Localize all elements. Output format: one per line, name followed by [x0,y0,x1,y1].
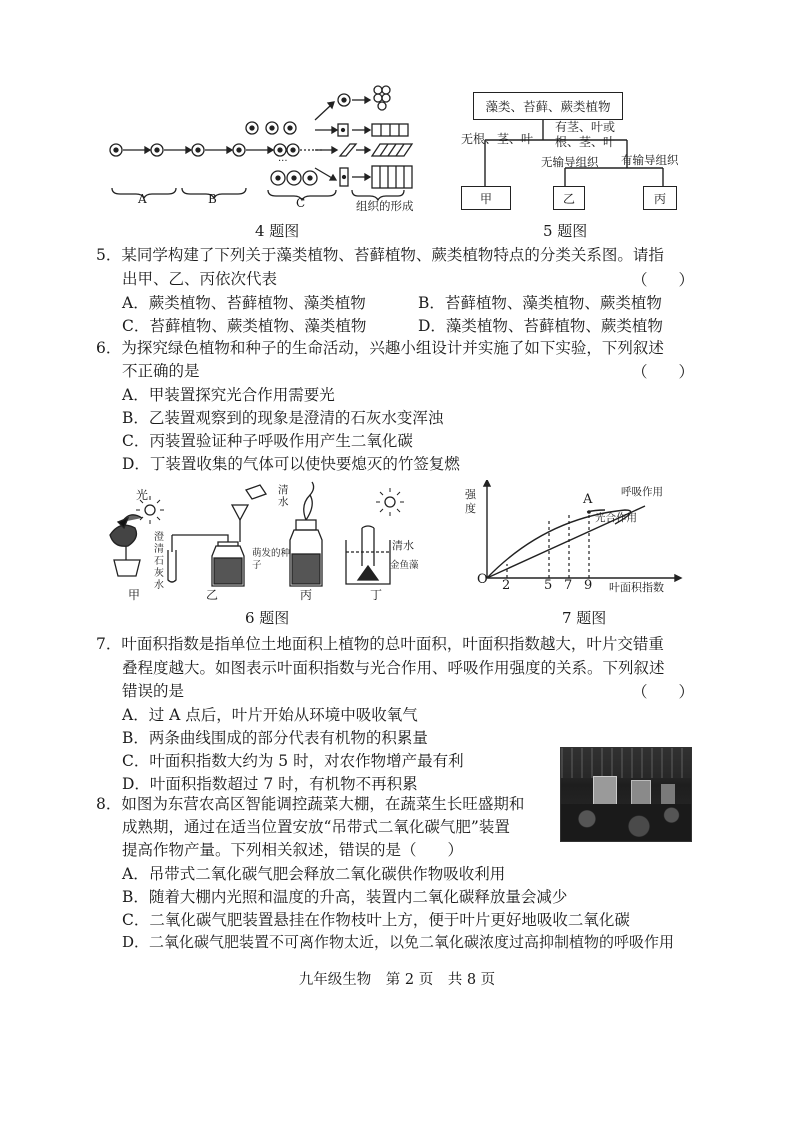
point-a [587,510,591,514]
q7-option-d: D．叶面积指数超过 7 时，有机物不再积累 [122,775,418,793]
q6-answer-paren: （ ） [632,363,695,381]
q8-option-c: C．二氧化碳气肥装置悬挂在作物枝叶上方，便于叶片更好地吸收二氧化碳 [122,911,630,929]
y-axis-label: 强度 [465,488,476,515]
svg-text:···: ··· [278,156,288,167]
point-a-label: A [583,492,593,507]
origin-label: O [477,572,488,587]
figure-7-caption: 7 题图 [562,609,607,627]
figure-6 [100,480,430,605]
left-branch-label: 无根、茎、叶 [461,132,534,146]
q5-option-b: B．苔藓植物、藻类植物、蕨类植物 [418,294,662,312]
q7-option-b: B．两条曲线围成的部分代表有机物的积累量 [122,729,428,747]
q8-stem-2: 成熟期，通过在适当位置安放“吊带式二氧化碳气肥”装置 [122,818,510,836]
q8-stem-1: 8．如图为东营农高区智能调控蔬菜大棚，在蔬菜生长旺盛期和 [96,795,525,813]
apparatus-bing: 丙 [300,588,313,602]
q5-stem-1: 5．某同学构建了下列关于藻类植物、苔藓植物、蕨类植物特点的分类关系图。请指 [96,246,664,264]
q7-option-a: A．过 A 点后，叶片开始从环境中吸收氧气 [122,706,418,724]
has-vascular-label: 有输导组织 [621,153,679,167]
q6-option-c: C．丙装置验证种子呼吸作用产生二氧化碳 [122,432,413,450]
q6-stem-1: 6．为探究绿色植物和种子的生命活动，兴趣小组设计并实施了如下实验，下列叙述 [96,339,664,357]
plant-label: 金鱼藻 [390,560,419,571]
q8-option-d: D．二氧化碳气肥装置不可离作物太近，以免二氧化碳浓度过高抑制植物的呼吸作用 [122,933,675,951]
q7-option-c: C．叶面积指数大约为 5 时，对农作物增产最有利 [122,752,464,770]
seeds-label: 萌发的种子 [252,548,291,571]
box-jia: 甲 [461,186,511,210]
photosynthesis-label: 光合作用 [595,512,637,524]
q8-stem-3: 提高作物产量。下列相关叙述，错误的是（ ） [122,841,464,859]
q6-option-a: A．甲装置探究光合作用需要光 [122,386,335,404]
dashed-guides [507,512,589,578]
q7-stem-1: 7．叶面积指数是指单位土地面积上植物的总叶面积，叶面积指数越大，叶片交错重 [96,635,664,653]
apparatus-ding: 丁 [370,588,383,602]
respiration-label: 呼吸作用 [621,486,663,498]
tick-9: 9 [584,578,593,593]
greenhouse-photo [560,747,692,842]
label-b: B [208,192,217,206]
clear-water-label-2: 清水 [392,539,414,552]
q5-stem-2: 出甲、乙、丙依次代表 [122,270,278,288]
box-bing: 丙 [643,186,677,210]
box-top: 藻类、苔藓、蕨类植物 [473,92,623,120]
figure-6-caption: 6 题图 [245,609,290,627]
limewater-label: 澄清石灰水 [154,532,164,591]
q8-option-a: A．吊带式二氧化碳气肥会释放二氧化碳供作物吸收利用 [122,865,506,883]
figure-5-caption: 5 题图 [543,222,588,240]
figure-7 [465,480,685,605]
label-a: A [138,192,147,206]
q6-option-b: B．乙装置观察到的现象是澄清的石灰水变浑浊 [122,409,444,427]
apparatus-yi: 乙 [206,588,219,602]
q7-answer-paren: （ ） [632,683,695,701]
tick-7: 7 [564,578,573,593]
tissue-label: 组织的形成 [356,199,414,213]
q5-option-a: A．蕨类植物、苔藓植物、藻类植物 [122,294,366,312]
light-label: 光 [136,488,149,502]
box-yi: 乙 [553,186,585,210]
tick-5: 5 [544,578,553,593]
figure-4-caption: 4 题图 [255,222,300,240]
page-footer: 九年级生物 第 2 页 共 8 页 [298,972,496,988]
q5-option-c: C．苔藓植物、蕨类植物、藻类植物 [122,317,367,335]
no-vascular-label: 无输导组织 [541,155,599,169]
apparatus-jia: 甲 [128,588,141,602]
q6-stem-2: 不正确的是 [122,362,200,380]
x-axis-label: 叶面积指数 [609,581,664,594]
figure-4 [100,80,430,220]
q6-option-d: D．丁装置收集的气体可以使快要熄灭的竹签复燃 [122,455,460,473]
q5-option-d: D．藻类植物、苔藓植物、蕨类植物 [418,317,663,335]
q8-option-b: B．随着大棚内光照和温度的升高，装置内二氧化碳释放量会减少 [122,888,568,906]
right-branch-label-2: 根、茎、叶 [555,135,616,149]
tick-2: 2 [502,578,511,593]
q7-stem-3: 错误的是 [122,682,185,700]
right-branch-label-1: 有茎、叶或 [555,120,616,134]
q7-stem-2: 叠程度越大。如图表示叶面积指数与光合作用、呼吸作用强度的关系。下列叙述 [122,659,665,677]
clear-water-label-1: 清水 [278,484,289,508]
figure-5 [455,88,705,218]
label-c: C [296,196,306,210]
q5-answer-paren: （ ） [632,271,695,289]
